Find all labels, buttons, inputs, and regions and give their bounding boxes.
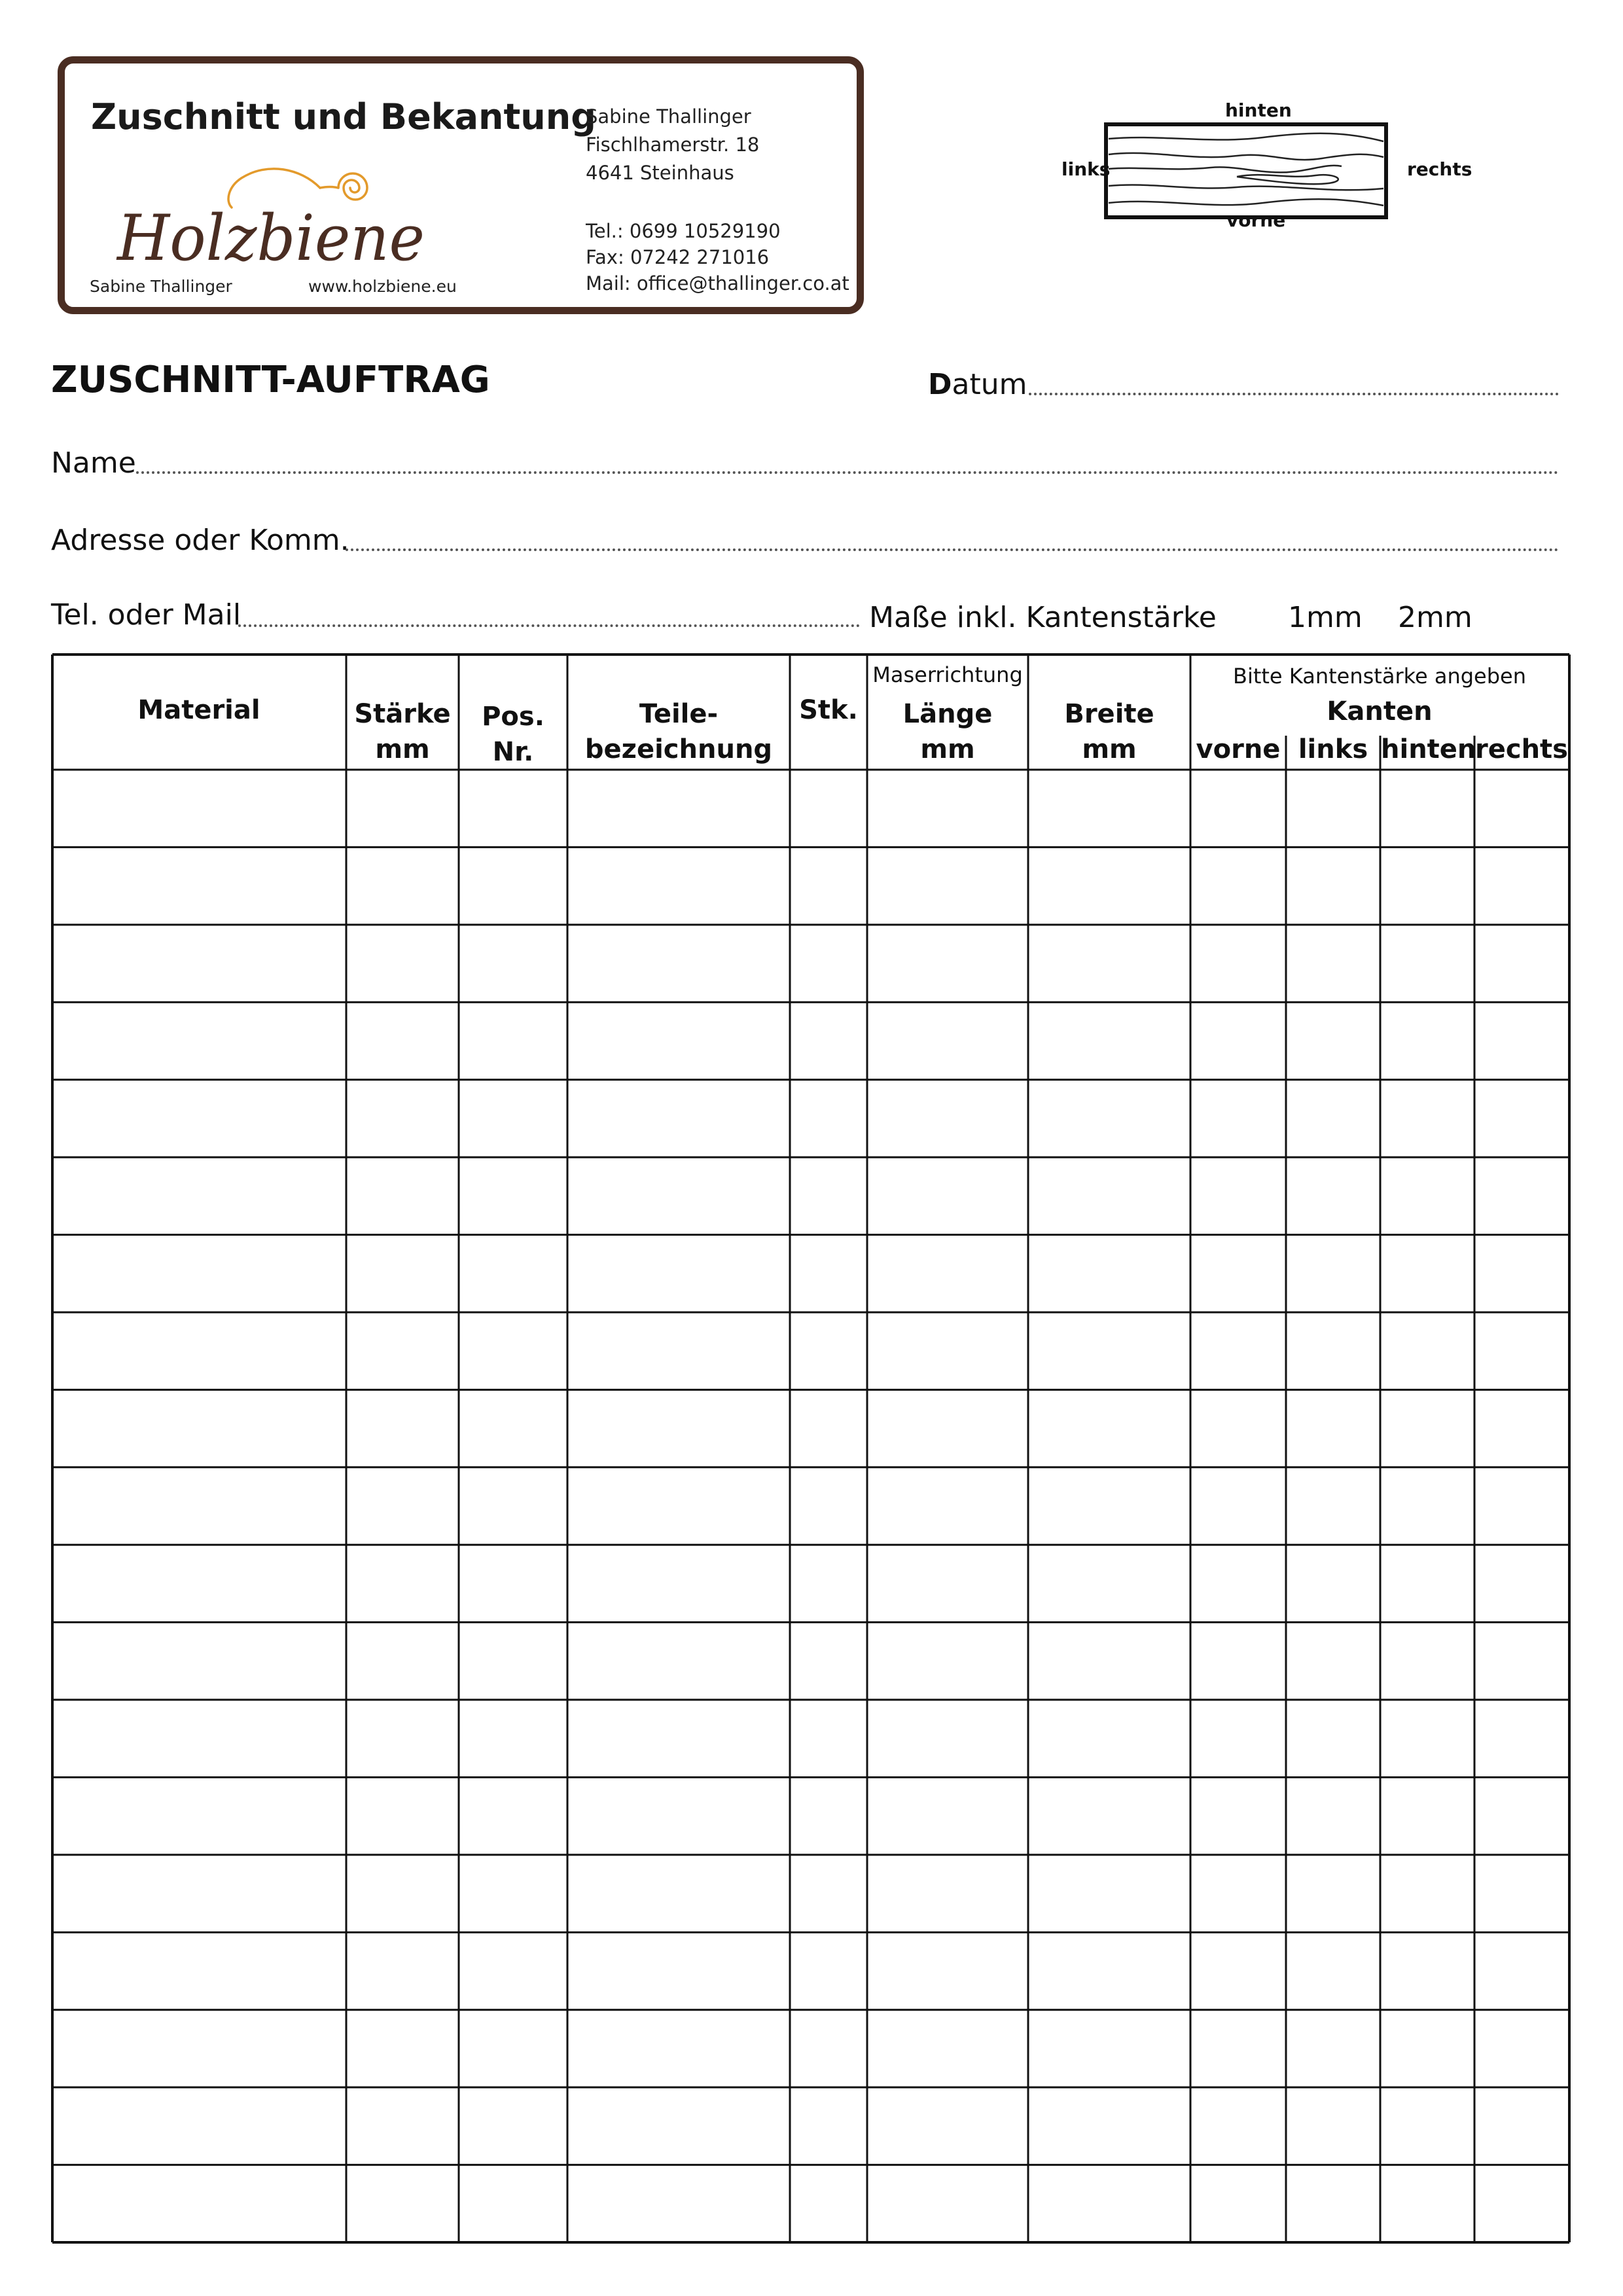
table-cell[interactable] (1287, 926, 1379, 1001)
table-cell[interactable] (1476, 1933, 1568, 2008)
table-cell[interactable] (54, 1391, 345, 1465)
logo-wordmark: Holzbiene (116, 202, 425, 275)
table-cell[interactable] (1476, 2011, 1568, 2086)
header-maserrichtung: Maserrichtung (872, 662, 1023, 687)
table-cell[interactable] (569, 1314, 789, 1388)
table-cell[interactable] (460, 1003, 566, 1078)
header-teile-bezeichnung: bezeichnung (584, 734, 773, 764)
table-cell[interactable] (1382, 2011, 1473, 2086)
table-cell[interactable] (791, 1933, 866, 2008)
table-cell[interactable] (791, 1391, 866, 1465)
table-cell[interactable] (868, 1469, 1027, 1543)
table-cell[interactable] (1382, 1314, 1473, 1388)
table-cell[interactable] (569, 1856, 789, 1931)
table-cell[interactable] (1287, 1933, 1379, 2008)
table-cell[interactable] (1287, 1314, 1379, 1388)
table-cell[interactable] (54, 926, 345, 1001)
table-cell[interactable] (1029, 1701, 1189, 1776)
table-cell[interactable] (460, 1469, 566, 1543)
table-cell[interactable] (569, 926, 789, 1001)
table-cell[interactable] (348, 1933, 457, 2008)
table-cell[interactable] (1192, 771, 1285, 846)
table-cell[interactable] (348, 2166, 457, 2241)
header-pos-nr: Nr. (492, 737, 534, 767)
table-cell[interactable] (791, 2166, 866, 2241)
table-cell[interactable] (1287, 2011, 1379, 2086)
table-cell[interactable] (569, 771, 789, 846)
table-cell[interactable] (1192, 1391, 1285, 1465)
table-cell[interactable] (348, 1391, 457, 1465)
table-cell[interactable] (348, 848, 457, 923)
table-cell[interactable] (1192, 1469, 1285, 1543)
table-cell[interactable] (1029, 1314, 1189, 1388)
table-cell[interactable] (54, 1778, 345, 1853)
table-cell[interactable] (1476, 926, 1568, 1001)
table-cell[interactable] (569, 1624, 789, 1698)
table-cell[interactable] (1192, 1624, 1285, 1698)
document-title: ZUSCHNITT-AUFTRAG (51, 359, 490, 401)
table-cell[interactable] (569, 1236, 789, 1311)
table-cell[interactable] (791, 848, 866, 923)
table-cell[interactable] (1382, 1701, 1473, 1776)
header-laenge: Länge (902, 699, 993, 729)
table-cell[interactable] (791, 926, 866, 1001)
table-cell[interactable] (460, 1856, 566, 1931)
table-cell[interactable] (1029, 1856, 1189, 1931)
table-cell[interactable] (569, 1081, 789, 1156)
header-material: Material (137, 695, 260, 725)
table-cell[interactable] (569, 2089, 789, 2163)
mail-line[interactable]: Mail: office@thallinger.co.at (586, 272, 849, 295)
table-cell[interactable] (868, 1546, 1027, 1621)
edge-option-1mm[interactable]: 1mm (1288, 601, 1363, 634)
table-cell[interactable] (54, 1158, 345, 1233)
table-cell[interactable] (791, 2089, 866, 2163)
table-cell[interactable] (460, 1778, 566, 1853)
table-cell[interactable] (868, 2011, 1027, 2086)
table-cell[interactable] (348, 1546, 457, 1621)
table-cell[interactable] (1287, 1469, 1379, 1543)
table-cell[interactable] (569, 2166, 789, 2241)
table-cell[interactable] (569, 1778, 789, 1853)
table-cell[interactable] (1287, 771, 1379, 846)
address-line: Sabine Thallinger (586, 105, 751, 128)
table-cell[interactable] (791, 1158, 866, 1233)
table-cell[interactable] (348, 2089, 457, 2163)
header-breite-unit: mm (1082, 734, 1137, 764)
table-cell[interactable] (1382, 1856, 1473, 1931)
table-cell[interactable] (348, 1081, 457, 1156)
table-cell[interactable] (1382, 2166, 1473, 2241)
name-label: Name (51, 446, 136, 480)
table-cell[interactable] (1476, 1546, 1568, 1621)
table-cell[interactable] (54, 1546, 345, 1621)
table-cell[interactable] (1382, 1778, 1473, 1853)
address-line: 4641 Steinhaus (586, 162, 734, 184)
table-cell[interactable] (460, 1081, 566, 1156)
table-cell[interactable] (868, 1856, 1027, 1931)
table-cell[interactable] (1382, 1546, 1473, 1621)
table-cell[interactable] (569, 848, 789, 923)
table-cell[interactable] (460, 1314, 566, 1388)
table-cell[interactable] (1192, 926, 1285, 1001)
table-cell[interactable] (54, 1856, 345, 1931)
table-cell[interactable] (1287, 2166, 1379, 2241)
table-cell[interactable] (791, 1546, 866, 1621)
table-cell[interactable] (569, 1933, 789, 2008)
header-breite: Breite (1064, 699, 1154, 729)
label-links: links (1061, 158, 1111, 180)
table-cell[interactable] (1287, 1546, 1379, 1621)
table-cell[interactable] (791, 771, 866, 846)
table-cell[interactable] (1287, 1856, 1379, 1931)
table-cell[interactable] (348, 1158, 457, 1233)
table-cell[interactable] (1382, 1003, 1473, 1078)
table-cell[interactable] (348, 1856, 457, 1931)
table-cell[interactable] (1029, 1933, 1189, 2008)
table-cell[interactable] (1382, 1236, 1473, 1311)
table-cell[interactable] (1192, 1933, 1285, 2008)
address-label: Adresse oder Komm. (51, 524, 349, 557)
table-cell[interactable] (1029, 1546, 1189, 1621)
table-cell[interactable] (1476, 1778, 1568, 1853)
masse-label: Maße inkl. Kantenstärke (869, 601, 1217, 634)
table-cell[interactable] (1476, 848, 1568, 923)
table-cell[interactable] (791, 1081, 866, 1156)
header-kanten-rechts: rechts (1475, 734, 1568, 764)
table-cell[interactable] (1476, 1701, 1568, 1776)
table-cell[interactable] (54, 2011, 345, 2086)
table-cell[interactable] (1192, 2011, 1285, 2086)
table-cell[interactable] (1382, 1933, 1473, 2008)
table-cell[interactable] (1029, 926, 1189, 1001)
table-cell[interactable] (348, 1778, 457, 1853)
table-cell[interactable] (460, 1624, 566, 1698)
table-cell[interactable] (348, 926, 457, 1001)
table-cell[interactable] (1029, 2166, 1189, 2241)
table-cell[interactable] (1029, 1469, 1189, 1543)
table-cell[interactable] (569, 1391, 789, 1465)
table-cell[interactable] (868, 2089, 1027, 2163)
table-cell[interactable] (1029, 1624, 1189, 1698)
table-cell[interactable] (1476, 1624, 1568, 1698)
table-cell[interactable] (1029, 771, 1189, 846)
table-cell[interactable] (1476, 1856, 1568, 1931)
table-cell[interactable] (1192, 1701, 1285, 1776)
table-cell[interactable] (54, 1236, 345, 1311)
table-cell[interactable] (868, 1003, 1027, 1078)
table-cell[interactable] (1476, 1391, 1568, 1465)
table-cell[interactable] (1476, 1158, 1568, 1233)
table-cell[interactable] (1287, 1624, 1379, 1698)
table-cell[interactable] (1476, 1469, 1568, 1543)
table-cell[interactable] (1287, 1391, 1379, 1465)
table-cell[interactable] (791, 1856, 866, 1931)
table-cell[interactable] (348, 1701, 457, 1776)
table-cell[interactable] (1476, 1081, 1568, 1156)
header-kanten-hinten: hinten (1381, 734, 1476, 764)
table-cell[interactable] (1382, 2089, 1473, 2163)
table-cell[interactable] (569, 1546, 789, 1621)
header-teile: Teile- (639, 699, 719, 729)
table-cell[interactable] (791, 1469, 866, 1543)
table-cell[interactable] (348, 1314, 457, 1388)
table-cell[interactable] (1287, 1158, 1379, 1233)
table-cell[interactable] (1476, 1236, 1568, 1311)
table-cell[interactable] (54, 1933, 345, 2008)
table-cell[interactable] (868, 771, 1027, 846)
table-cell[interactable] (54, 2089, 345, 2163)
table-cell[interactable] (868, 1236, 1027, 1311)
table-cell[interactable] (1192, 1778, 1285, 1853)
table-cell[interactable] (868, 1701, 1027, 1776)
table-cell[interactable] (1192, 848, 1285, 923)
table-cell[interactable] (1476, 771, 1568, 846)
table-cell[interactable] (868, 1624, 1027, 1698)
table-cell[interactable] (868, 848, 1027, 923)
table-cell[interactable] (1476, 1314, 1568, 1388)
table-cell[interactable] (1029, 2011, 1189, 2086)
table-cell[interactable] (348, 1624, 457, 1698)
table-cell[interactable] (1192, 2166, 1285, 2241)
table-cell[interactable] (1029, 848, 1189, 923)
table-cell[interactable] (868, 1314, 1027, 1388)
table-cell[interactable] (460, 2089, 566, 2163)
table-cell[interactable] (54, 1314, 345, 1388)
table-cell[interactable] (569, 1003, 789, 1078)
label-hinten: hinten (1225, 99, 1292, 121)
table-cell[interactable] (791, 1236, 866, 1311)
datum-initial: D (928, 368, 952, 401)
table-cell[interactable] (1382, 771, 1473, 846)
table-cell[interactable] (1029, 1003, 1189, 1078)
table-cell[interactable] (1382, 848, 1473, 923)
table-cell[interactable] (868, 1081, 1027, 1156)
table-cell[interactable] (460, 1158, 566, 1233)
table-cell[interactable] (460, 848, 566, 923)
address-line: Fischlhamerstr. 18 (586, 134, 760, 156)
table-cell[interactable] (348, 1236, 457, 1311)
table-cell[interactable] (460, 1546, 566, 1621)
table-cell[interactable] (791, 1701, 866, 1776)
table-cell[interactable] (54, 2166, 345, 2241)
table-cell[interactable] (460, 1236, 566, 1311)
table-cell[interactable] (54, 1003, 345, 1078)
table-cell[interactable] (460, 1701, 566, 1776)
header-staerke-unit: mm (375, 734, 430, 764)
table-cell[interactable] (1192, 1314, 1285, 1388)
table-cell[interactable] (348, 1469, 457, 1543)
table-cell[interactable] (1192, 1856, 1285, 1931)
table-cell[interactable] (1192, 2089, 1285, 2163)
table-cell[interactable] (54, 1469, 345, 1543)
edge-option-2mm[interactable]: 2mm (1398, 601, 1472, 634)
table-cell[interactable] (569, 2011, 789, 2086)
table-cell[interactable] (569, 1158, 789, 1233)
table-cell[interactable] (1029, 1778, 1189, 1853)
table-cell[interactable] (1382, 926, 1473, 1001)
table-cell[interactable] (1287, 2089, 1379, 2163)
table-cell[interactable] (868, 926, 1027, 1001)
table-cell[interactable] (1476, 2089, 1568, 2163)
table-cell[interactable] (791, 1624, 866, 1698)
table-cell[interactable] (460, 1933, 566, 2008)
table-cell[interactable] (54, 771, 345, 846)
contact-label: Tel. oder Mail (51, 598, 241, 632)
table-cell[interactable] (1029, 1158, 1189, 1233)
table-cell[interactable] (1287, 1778, 1379, 1853)
website-link[interactable]: www.holzbiene.eu (308, 277, 457, 296)
table-cell[interactable] (1382, 1081, 1473, 1156)
table-cell[interactable] (1029, 1081, 1189, 1156)
header-kanten-note: Bitte Kantenstärke angeben (1232, 664, 1527, 689)
phone-line: Tel.: 0699 10529190 (586, 220, 781, 242)
table-cell[interactable] (1382, 1391, 1473, 1465)
table-cell[interactable] (569, 1469, 789, 1543)
table-cell[interactable] (1287, 1081, 1379, 1156)
datum-label-rest: atum (952, 368, 1027, 401)
table-cell[interactable] (54, 1081, 345, 1156)
table-cell[interactable] (1287, 1003, 1379, 1078)
table-cell[interactable] (1192, 1546, 1285, 1621)
table-cell[interactable] (1382, 1158, 1473, 1233)
table-cell[interactable] (460, 1391, 566, 1465)
table-cell[interactable] (1192, 1003, 1285, 1078)
table-cell[interactable] (1382, 1469, 1473, 1543)
table-cell[interactable] (791, 2011, 866, 2086)
table-cell[interactable] (791, 1778, 866, 1853)
table-cell[interactable] (868, 2166, 1027, 2241)
owner-name: Sabine Thallinger (90, 277, 232, 296)
table-cell[interactable] (1029, 2089, 1189, 2163)
table-cell[interactable] (1029, 1391, 1189, 1465)
table-cell[interactable] (460, 2011, 566, 2086)
table-cell[interactable] (868, 1158, 1027, 1233)
label-rechts: rechts (1407, 158, 1472, 180)
table-cell[interactable] (868, 1778, 1027, 1853)
table-cell[interactable] (54, 1701, 345, 1776)
table-cell[interactable] (54, 848, 345, 923)
header-laenge-unit: mm (920, 734, 975, 764)
table-cell[interactable] (868, 1391, 1027, 1465)
header-kanten: Kanten (1327, 696, 1433, 726)
table-cell[interactable] (1192, 1081, 1285, 1156)
table-cell[interactable] (1192, 1236, 1285, 1311)
table-cell[interactable] (1029, 1236, 1189, 1311)
table-cell[interactable] (1192, 1158, 1285, 1233)
table-cell[interactable] (348, 1003, 457, 1078)
label-vorne: vorne (1226, 209, 1286, 231)
header-pos: Pos. (482, 702, 544, 732)
table-cell[interactable] (460, 2166, 566, 2241)
table-cell[interactable] (54, 1624, 345, 1698)
company-title: Zuschnitt und Bekantung (91, 96, 596, 137)
table-cell[interactable] (460, 926, 566, 1001)
table-cell[interactable] (1476, 2166, 1568, 2241)
table-cell[interactable] (791, 1314, 866, 1388)
table-cell[interactable] (569, 1701, 789, 1776)
fax-line: Fax: 07242 271016 (586, 246, 770, 268)
table-cell[interactable] (1287, 1236, 1379, 1311)
header-kanten-vorne: vorne (1196, 734, 1281, 764)
table-cell[interactable] (348, 2011, 457, 2086)
table-cell[interactable] (1382, 1624, 1473, 1698)
table-cell[interactable] (1287, 1701, 1379, 1776)
header-stk: Stk. (799, 695, 858, 725)
header-staerke: Stärke (354, 699, 451, 729)
table-cell[interactable] (791, 1003, 866, 1078)
header-kanten-links: links (1298, 734, 1368, 764)
table-cell[interactable] (1476, 1003, 1568, 1078)
table-cell[interactable] (348, 771, 457, 846)
table-cell[interactable] (1287, 848, 1379, 923)
table-cell[interactable] (868, 1933, 1027, 2008)
table-cell[interactable] (460, 771, 566, 846)
